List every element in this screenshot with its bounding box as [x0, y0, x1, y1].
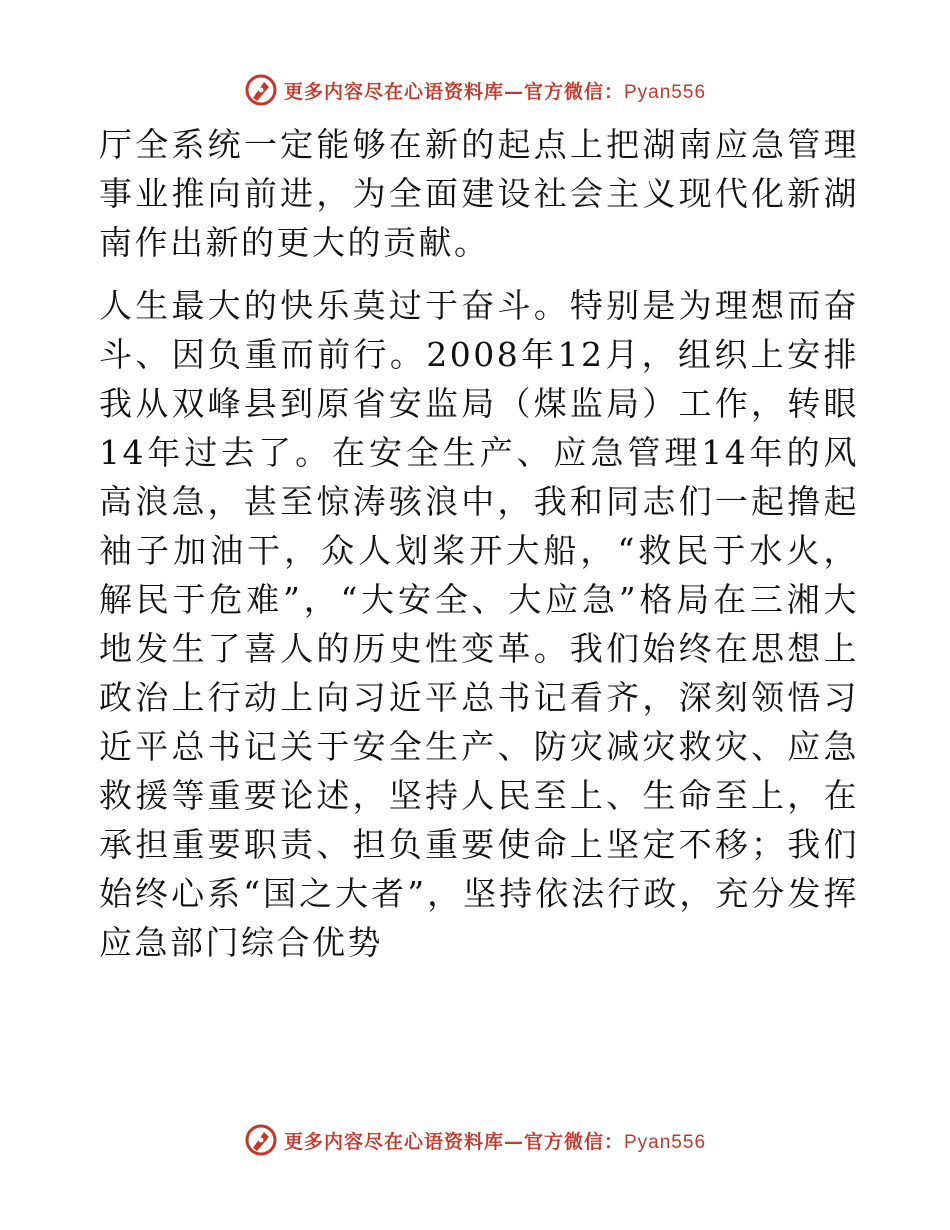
- paragraph-1: 厅全系统一定能够在新的起点上把湖南应急管理事业推向前进，为全面建设社会主义现代化新湖南作出新的更大的贡献。: [99, 125, 859, 262]
- footer-banner-text: [284, 1127, 706, 1154]
- document-body: [99, 120, 859, 967]
- pen-nib-logo-icon: [244, 1123, 278, 1157]
- header-banner: [0, 70, 950, 110]
- footer-wechat-account: Pyan556: [624, 1131, 707, 1153]
- paragraph-2: 人生最大的快乐莫过于奋斗。特别是为理想而奋斗、因负重而前行。2008年12月，组织上安排我从双峰县到原省安监局（煤监局）工作，转眼14年过去了。在安全生产、应急管理14年的风高浪急，甚至惊涛骇浪中，我和同志们一起撸起袖子加油干，众人划桨开大船，“救民于水火，解民于危难”，“大安全、大应急”格局在三湘大地发生了喜人的历史性变革。我们始终在思想上政治上行动上向习近平总书记看齐，深刻领悟习近平总书记关于安全生产、防灾减灾救灾、应急救援等重要论述，坚持人民至上、生命至上，在承担重要职责、担负重要使命上坚定不移；我们始终心系“国之大者”，坚持依法行政，充分发挥应急部门综合优势: [99, 286, 859, 962]
- header-wechat-account: Pyan556: [624, 81, 707, 103]
- header-banner-text: [284, 77, 706, 104]
- header-banner-label: 更多内容尽在心语资料库—官方微信：: [283, 80, 624, 103]
- pen-nib-logo-icon: [244, 73, 278, 107]
- footer-banner: [0, 1120, 950, 1160]
- footer-banner-label: 更多内容尽在心语资料库—官方微信：: [283, 1130, 624, 1153]
